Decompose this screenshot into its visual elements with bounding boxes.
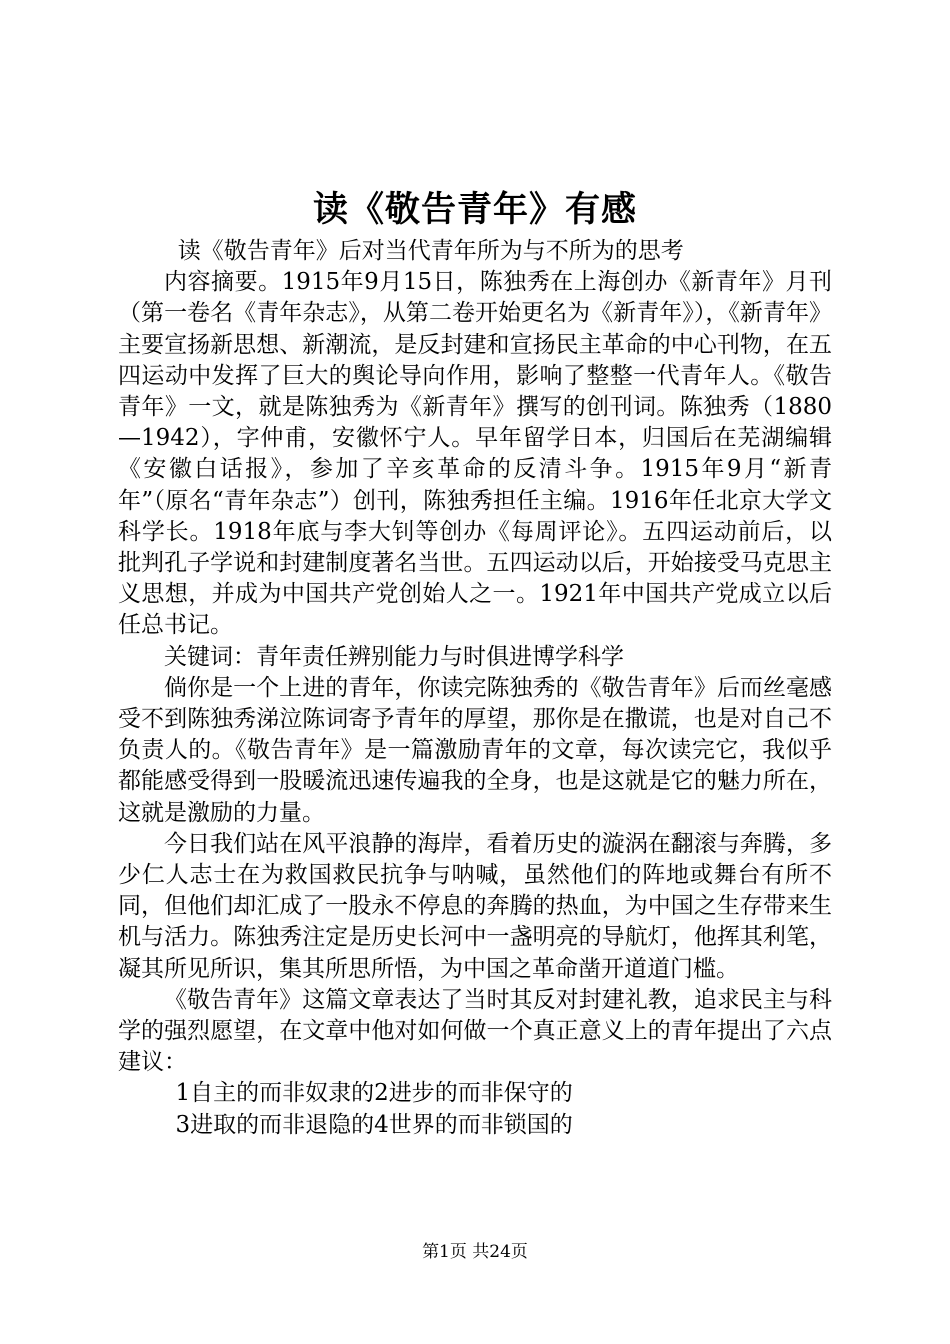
article-body bbox=[118, 236, 832, 1141]
body-paragraph-1: 倘你是一个上进的青年，你读完陈独秀的《敬告青年》后而丝毫感受不到陈独秀涕泣陈词寄予青年的厚望，那你是在撒谎，也是对自己不负责人的。《敬告青年》是一篇激励青年的文章，每次读完它，我似乎都能感受得到一股暖流迅速传遍我的全身，也是这就是它的魅力所在，这就是激励的力量。 bbox=[118, 674, 832, 826]
body-paragraph-2: 今日我们站在风平浪静的海岸，看着历史的漩涡在翻滚与奔腾，多少仁人志士在为救国救民抗争与呐喊，虽然他们的阵地或舞台有所不同，但他们却汇成了一股永不停息的奔腾的热血，为中国之生存带来生机与活力。陈独秀注定是历史长河中一盏明亮的导航灯，他挥其利笔，凝其所见所识，集其所思所悟，为中国之革命凿开道道门槛。 bbox=[118, 830, 832, 982]
subtitle-paragraph: 读《敬告青年》后对当代青年所为与不所为的思考 bbox=[177, 238, 684, 264]
page-footer: 第1页 共24页 bbox=[422, 1242, 528, 1262]
list-item-1: 1自主的而非奴隶的2进步的而非保守的 bbox=[175, 1080, 573, 1107]
abstract-paragraph: 内容摘要。1915年9月15日，陈独秀在上海创办《新青年》月刊（第一卷名《青年杂志》，从第二卷开始更名为《新青年》），《新青年》主要宣扬新思想、新潮流，是反封建和宣扬民主革命的中心刊物，在五四运动中发挥了巨大的舆论导向作用，影响了整整一代青年人。《敬告青年》一文，就是陈独秀为《新青年》撰写的创刊词。陈独秀（1880—1942），字仲甫，安徽怀宁人。早年留学日本，归国后在芜湖编辑《安徽白话报》，参加了辛亥革命的反清斗争。1915年9月“新青年”（原名“青年杂志”）创刊，陈独秀担任主编。1916年任北京大学文科学长。1918年底与李大钊等创办《每周评论》。五四运动前后，以批判孔子学说和封建制度著名当世。五四运动以后，开始接受马克思主义思想，并成为中国共产党创始人之一。1921年中国共产党成立以后任总书记。 bbox=[118, 269, 832, 639]
list-item-2: 3进取的而非退隐的4世界的而非锁国的 bbox=[175, 1111, 573, 1138]
keywords-paragraph: 关键词：青年责任辨别能力与时俱进博学科学 bbox=[164, 643, 624, 670]
body-paragraph-3: 《敬告青年》这篇文章表达了当时其反对封建礼教，追求民主与科学的强烈愿望，在文章中他对如何做一个真正意义上的青年提出了六点建议： bbox=[118, 986, 832, 1076]
page-title: 读《敬告青年》有感 bbox=[312, 189, 637, 230]
